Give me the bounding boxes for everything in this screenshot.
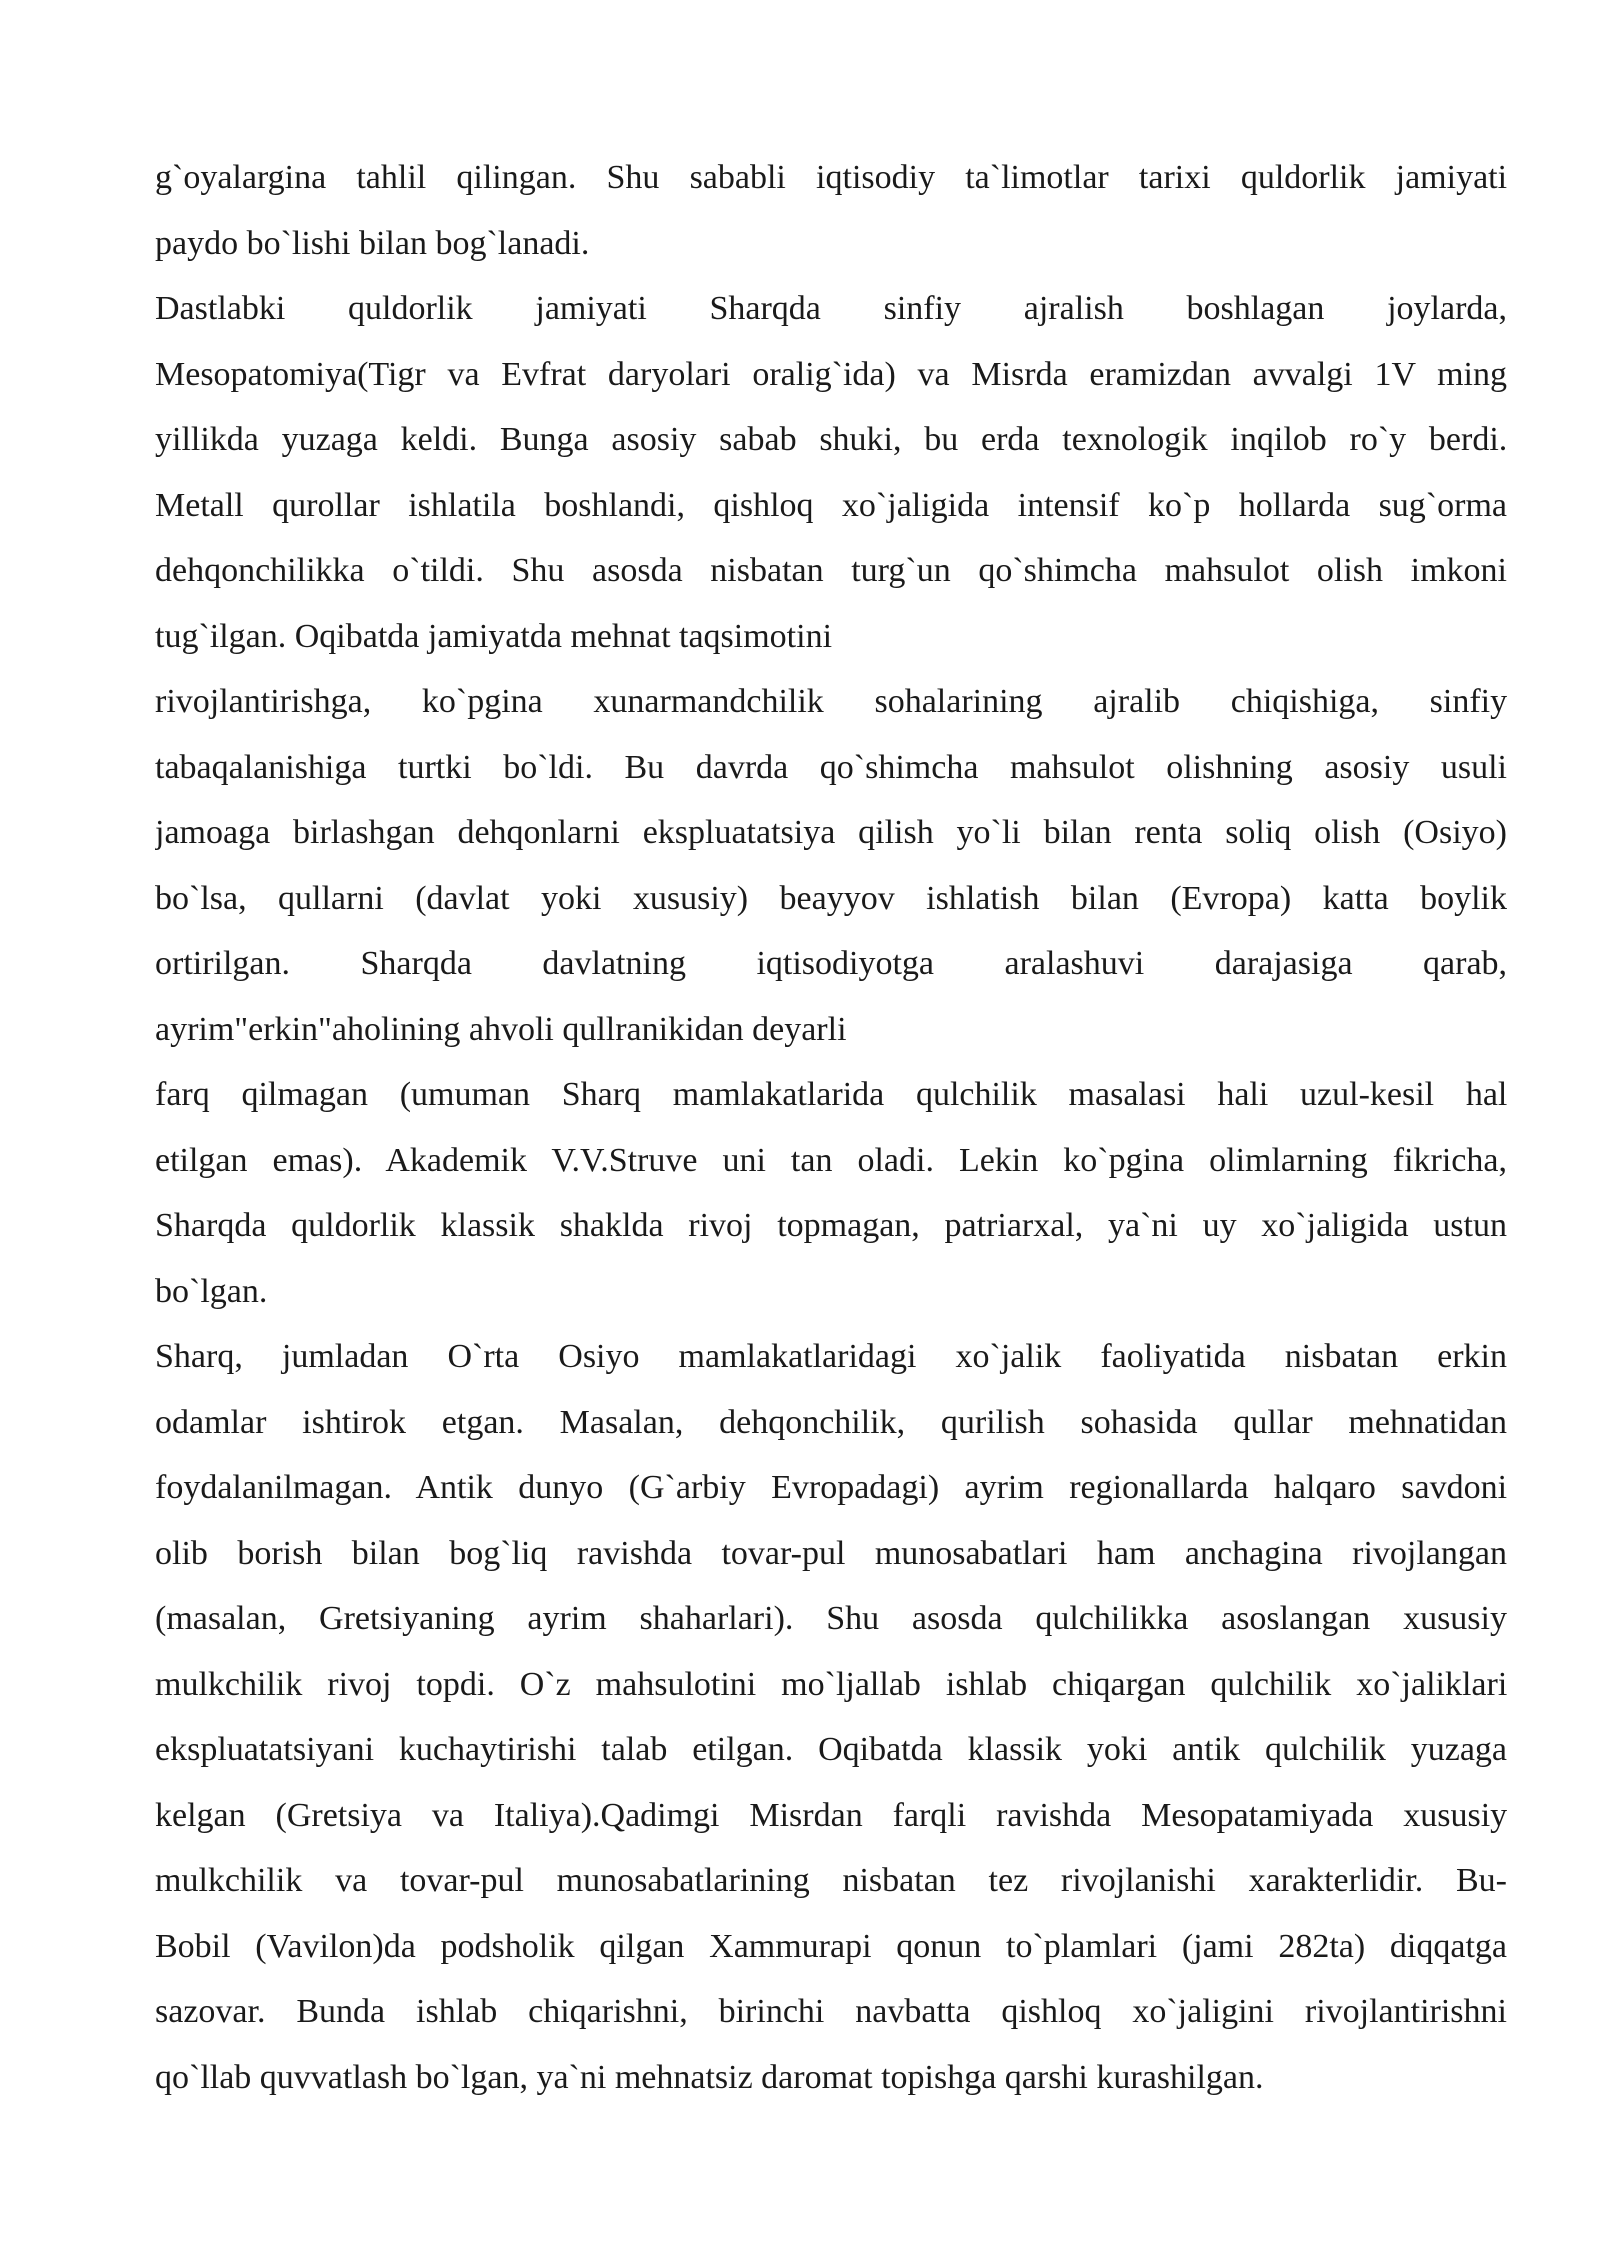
text-line: ortirilgan. Sharqda davlatning iqtisodiyotga aralashuvi darajasiga qarab, [155,945,1507,982]
text-line: Sharq, jumladan O`rta Osiyo mamlakatlaridagi xo`jalik faoliyatida nisbatan erkin [155,1338,1507,1375]
text-line: paydo bo`lishi bilan bog`lanadi. [155,224,590,262]
text-line: yillikda yuzaga keldi. Bunga asosiy sabab shuki, bu erda texnologik inqilob ro`y berdi. [155,421,1507,458]
text-line: sazovar. Bunda ishlab chiqarishni, birinchi navbatta qishloq xo`jaligini rivojlantirishni [155,1993,1507,2030]
text-line: ekspluatatsiyani kuchaytirishi talab etilgan. Oqibatda klassik yoki antik qulchilik yuzaga [155,1731,1507,1768]
text-line: Sharqda quldorlik klassik shaklda rivoj topmagan, patriarxal, ya`ni uy xo`jaligida ustun [155,1207,1507,1244]
text-line: jamoaga birlashgan dehqonlarni ekspluatatsiya qilish yo`li bilan renta soliq olish (Osiyo) [155,814,1507,851]
text-line: bo`lgan. [155,1272,268,1310]
text-line: olib borish bilan bog`liq ravishda tovar-pul munosabatlari ham anchagina rivojlangan [155,1534,1507,1572]
text-line: mulkchilik rivoj topdi. O`z mahsulotini mo`ljallab ishlab chiqargan qulchilik xo`jaliklari [155,1665,1507,1703]
text-line: qo`llab quvvatlash bo`lgan, ya`ni mehnatsiz daromat topishga qarshi kurashilgan. [155,2058,1264,2096]
document-page [155,145,1507,2110]
text-line: farq qilmagan (umuman Sharq mamlakatlarida qulchilik masalasi hali uzul-kesil hal [155,1076,1507,1113]
text-line: tug`ilgan. Oqibatda jamiyatda mehnat taqsimotini [155,617,833,655]
text-line: bo`lsa, qullarni (davlat yoki xususiy) beayyov ishlatish bilan (Evropa) katta boylik [155,879,1507,917]
text-line: mulkchilik va tovar-pul munosabatlarining nisbatan tez rivojlanishi xarakterlidir. Bu- [155,1862,1507,1899]
text-line: Bobil (Vavilon)da podsholik qilgan Xammurapi qonun to`plamlari (jami 282ta) diqqatga [155,1927,1507,1965]
text-line: kelgan (Gretsiya va Italiya).Qadimgi Misrdan farqli ravishda Mesopatamiyada xususiy [155,1796,1507,1834]
text-line: g`oyalargina tahlil qilingan. Shu sababli iqtisodiy ta`limotlar tarixi quldorlik jamiyati [155,159,1507,196]
text-line: foydalanilmagan. Antik dunyo (G`arbiy Evropadagi) ayrim regionallarda halqaro savdoni [155,1469,1507,1506]
text-line: tabaqalanishiga turtki bo`ldi. Bu davrda qo`shimcha mahsulot olishning asosiy usuli [155,748,1507,786]
text-line: Metall qurollar ishlatila boshlandi, qishloq xo`jaligida intensif ko`p hollarda sug`orma [155,486,1507,524]
text-line: ayrim"erkin"aholining ahvoli qullranikidan deyarli [155,1010,847,1048]
text-line: Dastlabki quldorlik jamiyati Sharqda sinfiy ajralish boshlagan joylarda, [155,290,1507,327]
text-line: odamlar ishtirok etgan. Masalan, dehqonchilik, qurilish sohasida qullar mehnatidan [155,1403,1507,1441]
text-line: rivojlantirishga, ko`pgina xunarmandchilik sohalarining ajralib chiqishiga, sinfiy [155,683,1507,720]
text-line: Mesopatomiya(Tigr va Evfrat daryolari oralig`ida) va Misrda eramizdan avvalgi 1V ming [155,355,1507,393]
text-line: dehqonchilikka o`tildi. Shu asosda nisbatan turg`un qo`shimcha mahsulot olish imkoni [155,552,1507,589]
text-line: (masalan, Gretsiyaning ayrim shaharlari). Shu asosda qulchilikka asoslangan xususiy [155,1600,1507,1637]
text-line: etilgan emas). Akademik V.V.Struve uni tan oladi. Lekin ko`pgina olimlarning fikricha, [155,1141,1507,1179]
